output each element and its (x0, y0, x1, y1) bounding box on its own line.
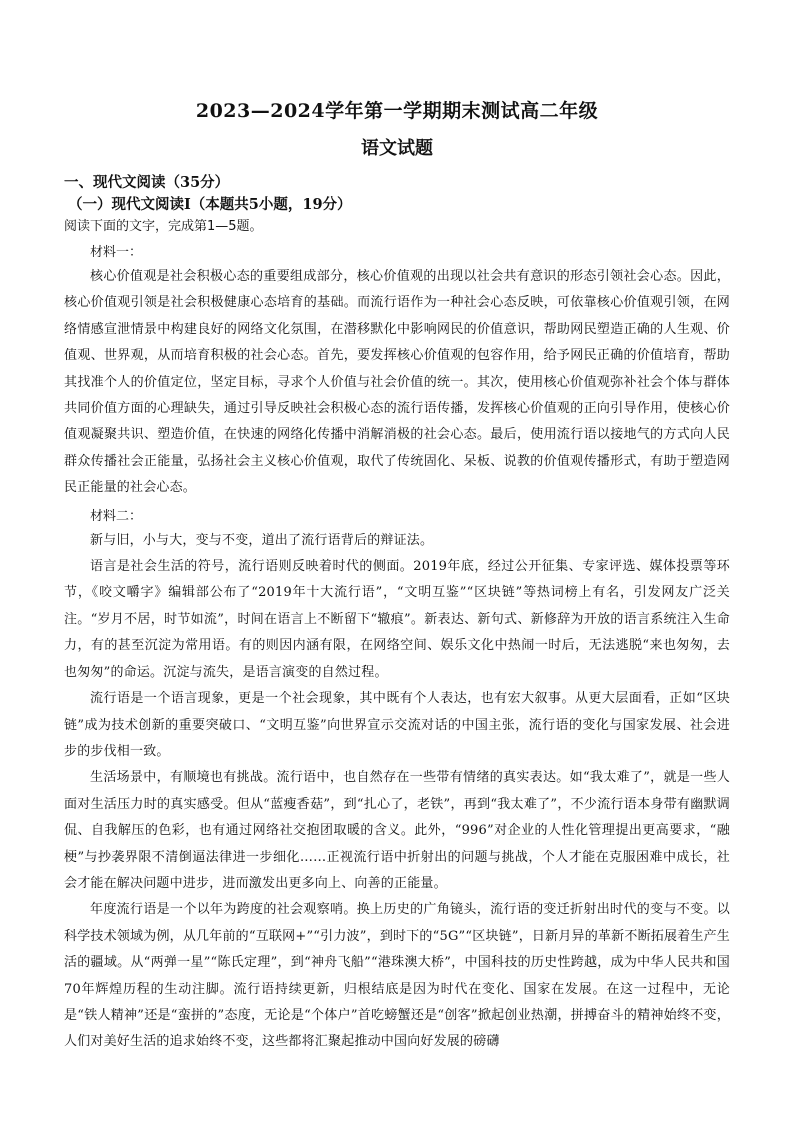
subsection-heading: （一）现代文阅读Ⅰ（本题共5小题，19分） (68, 196, 352, 213)
material-2-label: 材料二： (90, 508, 143, 524)
material-1-label: 材料一： (90, 245, 143, 260)
material-2-paragraph: 流行语是一个语言现象，更是一个社会现象，其中既有个人表达，也有宏大叙事。从更大层面看，正如“区块链”成为技术创新的重要突破口、“文明互鉴”向世界宣示交流对话的中国主张，流行语的变化与国家发展、社会进步的步伐相一致。 (64, 691, 730, 759)
exam-subtitle: 语文试题 (361, 138, 433, 159)
section-heading: 一、现代文阅读（35分） (64, 174, 230, 191)
material-2-paragraph: 新与旧，小与大，变与不变，道出了流行语背后的辩证法。 (90, 532, 434, 548)
material-2-paragraph: 生活场景中，有顺境也有挑战。流行语中，也自然存在一些带有情绪的真实表达。如“我太难了”，就是一些人面对生活压力时的真实感受。但从“蓝瘦香菇”，到“扎心了，老铁”，再到“我太难了”，不少流行语本身带有幽默调侃、自我解压的色彩，也有通过网络社交抱团取暖的含义。此外，“996”对企业的人性化管理提出更高要求，“融梗”与抄袭界限不清倒逼法律进一步细化……正视流行语中折射出的问题与挑战，个人才能在克服困难中成长，社会才能在解决问题中进步，进而激发出更多向上、向善的正能量。 (64, 770, 730, 891)
material-1-paragraph: 核心价值观是社会积极心态的重要组成部分，核心价值观的出现以社会共有意识的形态引领社会心态。因此，核心价值观引领是社会积极健康心态培育的基础。而流行语作为一种社会心态反映，可依靠核心价值观引领，在网络情感宣泄情景中构建良好的网络文化氛围，在潜移默化中影响网民的价值意识，帮助网民塑造正确的人生观、价值观、世界观，从而培育积极的社会心态。首先，要发挥核心价值观的包容作用，给予网民正确的价值培育，帮助其找准个人的价值定位，坚定目标，寻求个人价值与社会价值的统一。其次，使用核心价值观弥补社会个体与群体共同价值方面的心理缺失，通过引导反映社会积极心态的流行语传播，发挥核心价值观的正向引导作用，使核心价值观凝聚共识、塑造价值，在快速的网络化传播中消解消极的社会心态。最后，使用流行语以接地气的方式向人民群众传播社会正能量，弘扬社会主义核心价值观，取代了传统固化、呆板、说教的价值观传播形式，有助于塑造网民正能量的社会心态。 (64, 269, 730, 496)
material-2-paragraph: 年度流行语是一个以年为跨度的社会观察哨。换上历史的广角镜头，流行语的变迁折射出时代的变与不变。以科学技术领域为例，从几年前的“互联网+”“引力波”，到时下的“5G”“区块链”，日新月异的革新不断拓展着生产生活的疆域。从“两弹一星”“陈氏定理”，到“神舟飞船”“港珠澳大桥”，中国科技的历史性跨越，成为中华人民共和国70年辉煌历程的生动注脚。流行语持续更新，归根结底是因为时代在变化、国家在发展。在这一过程中，无论是“铁人精神”还是“蛮拼的”态度，无论是“个体户”首吃螃蟹还是“创客”掀起创业热潮，拼搏奋斗的精神始终不变，人们对美好生活的追求始终不变，这些都将汇聚起推动中国向好发展的磅礴 (64, 902, 730, 1050)
exam-title: 2023—2024学年第一学期期末测试高二年级 (195, 100, 599, 122)
material-2-paragraph: 语言是社会生活的符号，流行语则反映着时代的侧面。2019年底，经过公开征集、专家评选、媒体投票等环节，《咬文嚼字》编辑部公布了“2019年十大流行语”，“文明互鉴”“区块链”等热词榜上有名，引发网友广泛关注。“岁月不居，时节如流”，时间在语言上不断留下“辙痕”。新表达、新句式、新修辞为开放的语言系统注入生命力，有的甚至沉淀为常用语。有的则因内涵有限，在网络空间、娱乐文化中热闹一时后，无法逃脱“来也匆匆，去也匆匆”的命运。沉淀与流失，是语言演变的自然过程。 (64, 559, 730, 680)
reading-instruction: 阅读下面的文字，完成第1—5题。 (64, 219, 263, 234)
